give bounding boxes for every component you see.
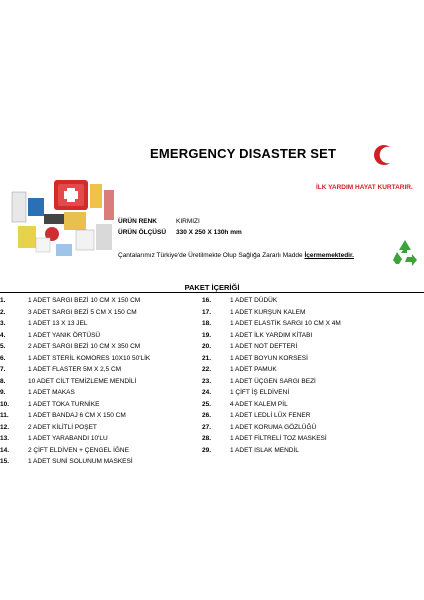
list-item [0,456,150,468]
list-item [202,330,341,342]
item-text: 1 ADET STERİL KOMORES 10X10 50'LİK [28,354,151,362]
notice-emphasis: İçermemektedir. [304,252,354,259]
list-item [202,433,341,445]
item-text: 1 ADET DÜDÜK [230,297,278,304]
item-text: 4 ADET KALEM PİL [230,400,288,408]
item-number: 4. [0,331,6,339]
list-item [202,341,341,353]
item-number: 7. [0,366,6,373]
divider [0,292,424,293]
item-text: 1 ADET LEDLİ LÜX FENER [230,412,311,419]
item-number: 9. [0,389,6,396]
color-label: ÜRÜN RENK [118,218,157,225]
list-item [202,422,341,434]
list-item [0,307,150,319]
item-number: 5. [0,343,6,350]
item-number: 19. [202,331,212,339]
item-text: 1 ADET SUNİ SOLUNUM MASKESİ [28,458,133,465]
item-number: 1. [0,297,6,304]
item-text: 1 ADET MAKAS [28,389,75,396]
item-number: 27. [202,423,212,431]
item-number: 29. [202,446,212,454]
recycle-icon [390,238,420,268]
list-item [202,353,341,365]
item-number: 24. [202,389,212,396]
item-number: 28. [202,435,212,442]
item-text: 1 ADET İLK YARDIM KİTABI [230,331,313,339]
item-number: 13. [0,435,10,442]
item-text: 1 ADET NOT DEFTERİ [230,343,298,350]
item-number: 14. [0,446,10,454]
list-item [0,410,150,422]
item-text: 1 ADET PAMUK [230,366,277,373]
contents-title: PAKET İÇERİĞİ [184,283,240,292]
item-text: 1 ADET KORUMA GÖZLÜĞÜ [230,423,317,431]
item-text: 1 ADET YANIK ÖRTÜSÜ [28,331,101,339]
item-text: 1 ADET KURŞUN KALEM [230,308,306,316]
item-text: 2 ÇİFT ELDİVEN + ÇENGEL İĞNE [28,446,129,454]
notice-text [118,252,354,259]
contents-list-right [202,295,341,456]
item-number: 16. [202,297,212,304]
list-item [0,318,150,330]
item-text: 10 ADET CİLT TEMİZLEME MENDİLİ [28,377,137,385]
item-number: 8. [0,377,6,385]
item-number: 3. [0,320,6,327]
item-number: 20. [202,343,212,350]
item-number: 17. [202,308,212,316]
item-text: 3 ADET SARGI BEZİ 5 CM X 150 CM [28,308,137,316]
list-item [202,364,341,376]
list-item [202,318,341,330]
item-number: 2. [0,308,6,316]
item-number: 22. [202,366,212,373]
list-item [0,353,150,365]
list-item [0,376,150,388]
item-number: 26. [202,412,212,419]
size-label: ÜRÜN ÖLÇÜSÜ [118,229,167,236]
list-item [0,387,150,399]
list-item [0,330,150,342]
item-text: 1 ADET ISLAK MENDİL [230,446,299,454]
item-text: 1 ADET ELASTİK SARGI 10 CM X 4M [230,320,341,327]
color-value: KIRMIZI [176,218,200,225]
item-number: 10. [0,400,10,408]
list-item [202,399,341,411]
item-number: 11. [0,412,9,419]
item-text: 2 ADET SARGI BEZİ 10 CM X 350 CM [28,343,141,350]
item-number: 21. [202,354,212,362]
item-text: 1 ADET BANDAJ 6 CM X 150 CM [28,412,126,419]
list-item [0,295,150,307]
item-number: 6. [0,354,6,362]
item-text: 1 ADET FİLTRELİ TOZ MASKESİ [230,435,327,442]
item-text: 1 ÇİFT İŞ ELDİVENİ [230,389,290,396]
list-item [202,376,341,388]
item-text: 1 ADET BOYUN KORSESİ [230,354,308,362]
item-text: 1 ADET YARABANDI 10'LU [28,435,108,442]
item-text: 2 ADET KİLİTLİ POŞET [28,423,97,431]
crescent-icon [373,144,395,166]
item-text: 1 ADET ÜÇGEN SARGI BEZİ [230,377,316,385]
list-item [0,433,150,445]
item-number: 23. [202,377,212,385]
list-item [202,410,341,422]
list-item [202,295,341,307]
list-item [0,422,150,434]
list-item [202,307,341,319]
list-item [202,387,341,399]
contents-list-left [0,295,150,468]
item-number: 12. [0,423,10,431]
item-text: 1 ADET 13 X 13 JEL [28,320,88,327]
notice-main: Çantalarımız Türkiye'de Üretilmekte Olup Sağlığa Zararlı Madde [118,252,303,259]
list-item [0,341,150,353]
list-item [0,399,150,411]
list-item [0,364,150,376]
list-item [0,445,150,457]
item-text: 1 ADET TOKA TURNİKE [28,400,100,408]
item-text: 1 ADET FLASTER 5M X 2,5 CM [28,366,122,373]
item-text: 1 ADET SARGI BEZİ 10 CM X 150 CM [28,297,141,304]
item-number: 25. [202,400,212,408]
page-title: EMERGENCY DISASTER SET [150,146,337,161]
product-image [4,168,126,268]
item-number: 15. [0,458,10,465]
list-item [202,445,341,457]
item-number: 18. [202,320,212,327]
slogan: İLK YARDIM HAYAT KURTARIR. [316,184,413,191]
size-value: 330 X 250 X 130h mm [176,229,242,236]
